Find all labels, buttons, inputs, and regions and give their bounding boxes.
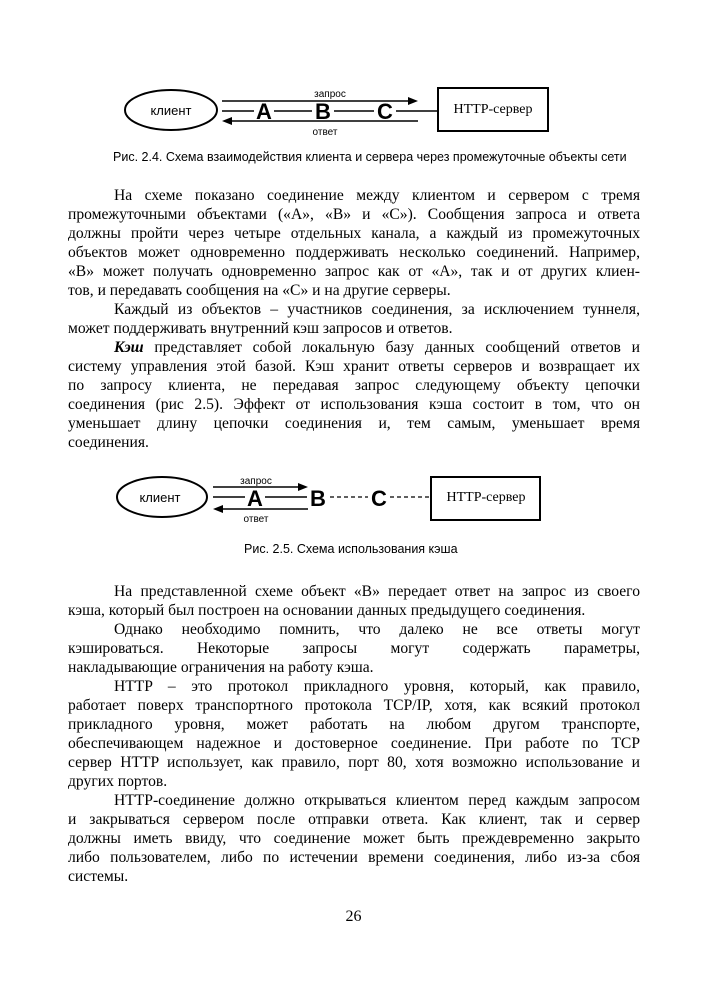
text-line: других портов. [68,773,168,790]
server-label: HTTP-сервер [453,102,533,117]
text-fragment: представляет собой локальную базу данных сообщений ответов и [143,339,640,356]
client-label: клиент [139,490,181,505]
paragraph-2 [68,300,640,338]
client-label: клиент [150,103,192,118]
text-line: накладывающие ограничения на работу кэша. [68,659,374,676]
paragraph-3 [68,338,640,452]
text-line: обеспечивающем надежное и достоверное соединение. При работе по TCP [68,735,640,752]
request-label: запрос [314,89,346,100]
text-line: должны иметь ввиду, что соединение может быть преждевременно закрыто [68,830,640,847]
text-line: системы. [68,868,129,885]
node-b-label: B [310,486,326,511]
figure-2-4-caption: Рис. 2.4. Схема взаимодействия клиента и сервера через промежуточные объекты сети [113,150,627,164]
paragraph-1 [68,186,640,300]
response-label: ответ [243,514,269,525]
node-a-label: A [256,99,272,124]
paragraph-4 [68,582,640,620]
text-line: HTTP-соединение должно открываться клиентом перед каждым запросом [114,792,640,809]
text-line [68,338,640,357]
text-line: по запросу клиента, не передавая запрос следующему объекту цепочки [68,377,640,394]
node-c-label: C [377,99,393,124]
text-line: промежуточными объектами («A», «B» и «C»). Сообщения запроса и ответа [68,206,640,223]
text-line: прикладного уровня, может работать на любом другом транспорте, [68,716,640,733]
request-label: запрос [240,476,272,487]
paragraph-5 [68,620,640,677]
term-cache: Кэш [114,339,144,356]
paragraph-6 [68,677,640,791]
text-line: кэша, который был построен на основании данных предыдущего соединения. [68,602,586,619]
figure-2-5-caption: Рис. 2.5. Схема использования кэша [244,542,458,556]
text-line: работает поверх транспортного протокола TCP/IP, хотя, как всякий протокол [68,697,640,714]
text-line: «B» может получать одновременно запрос как от «A», так и от других клиен- [68,263,640,280]
node-c-label: C [371,486,387,511]
text-line: Однако необходимо помнить, что далеко не все ответы могут [114,621,640,638]
text-line: HTTP – это протокол прикладного уровня, который, как правило, [114,678,640,695]
node-a-label: A [247,486,263,511]
server-label: HTTP-сервер [446,490,526,505]
node-b-label: B [315,99,331,124]
text-line: тов, и передавать сообщения на «C» и на другие серверы. [68,282,451,299]
request-arrowhead [408,97,418,105]
paragraph-7 [68,791,640,886]
text-line: уменьшает длину цепочки соединения и, тем самым, уменьшает время [68,415,640,432]
text-line: кэшироваться. Некоторые запросы могут содержать параметры, [68,640,640,657]
text-line: На представленной схеме объект «B» передает ответ на запрос из своего [114,583,640,600]
response-label: ответ [312,127,338,138]
text-line: объектов может одновременно поддерживать несколько соединений. Например, [68,244,640,261]
text-line: систему управления этой базой. Кэш хранит ответы серверов и возвращает их [68,358,640,375]
text-line: сервер HTTP использует, как правило, порт 80, хотя возможно использование и [68,754,640,771]
text-line: может поддерживать внутренний кэш запросов и ответов. [68,320,453,337]
text-line: либо пользователем, либо по истечении времени соединения, либо из-за сбоя [68,849,640,866]
text-line: соединения (рис 2.5). Эффект от использования кэша состоит в том, что он [68,396,640,413]
text-line: соединения. [68,434,149,451]
page-number: 26 [345,908,362,925]
text-line: должны пройти через четыре отдельных канала, а каждый из промежуточных [68,225,640,242]
text-line: Каждый из объектов – участников соединения, за исключением туннеля, [114,301,640,318]
text-line: На схеме показано соединение между клиентом и сервером с тремя [114,187,640,204]
text-line: и закрываться сервером после отправки ответа. Как клиент, так и сервер [68,811,640,828]
response-arrowhead [222,117,232,125]
